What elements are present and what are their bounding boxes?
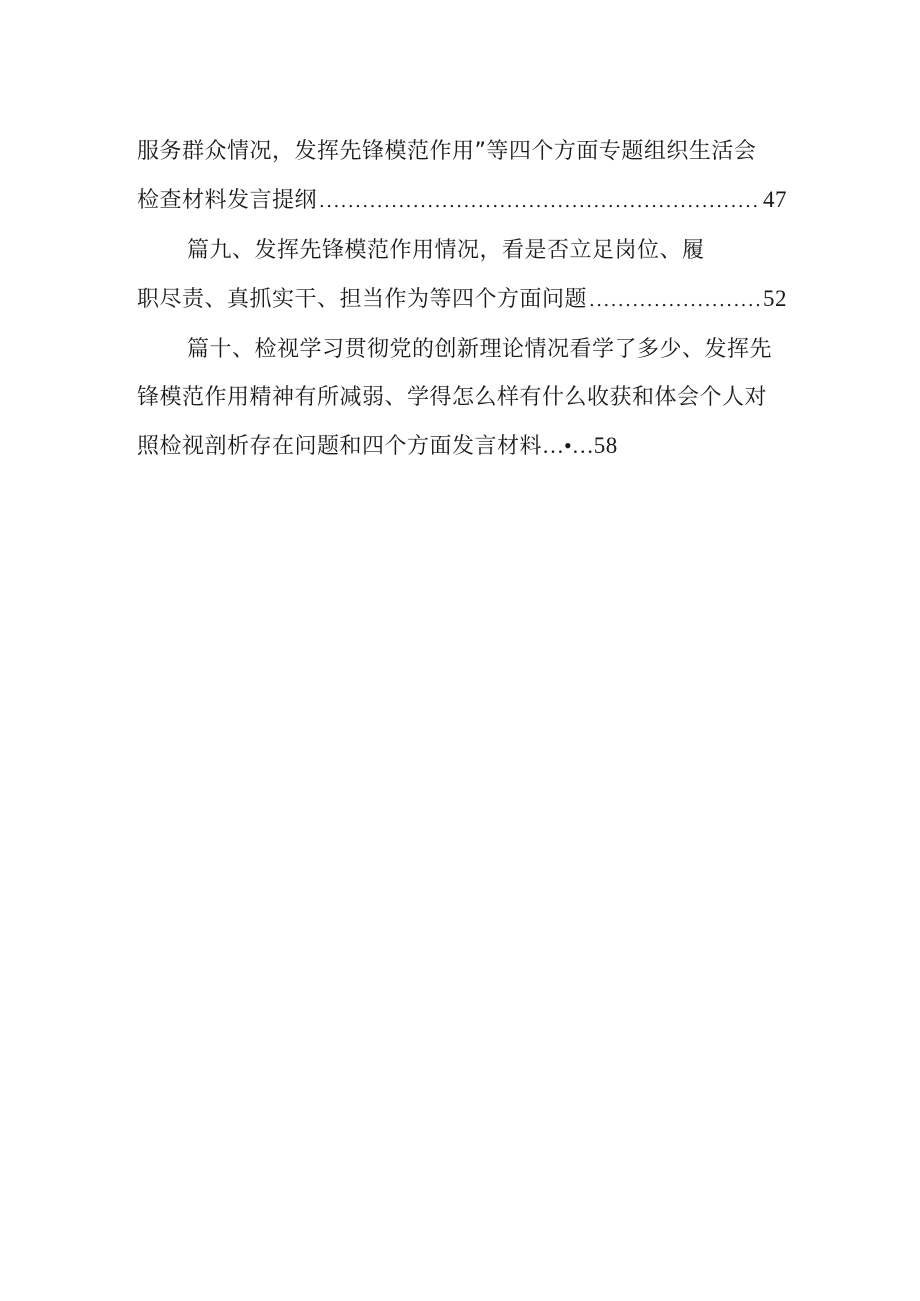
- toc-entry-8-line-1: 服务群众情况，发挥先锋模范作用”等四个方面专题组织生活会: [137, 139, 757, 164]
- toc-entry-10-page-number: 58: [593, 433, 618, 458]
- dot-leader: [319, 178, 761, 226]
- toc-entry-8-page-number: 47: [763, 187, 787, 212]
- toc-entry-9[interactable]: [137, 227, 787, 323]
- toc-entry-10-line-2: 锋模范作用精神有所减弱、学得怎么样有什么收获和体会个人对: [137, 385, 768, 410]
- toc-entry-8-line-2: [137, 176, 787, 224]
- toc-entry-9-line-2: [137, 275, 787, 323]
- toc-entry-8-line-2-text: 检查材料发言提纲: [137, 188, 318, 213]
- toc-entry-10-leader-suffix: …•…: [542, 433, 594, 458]
- toc-entry-10[interactable]: [137, 326, 787, 470]
- toc-entry-9-line-1: 篇九、发挥先锋模范作用情况，看是否立足岗位、履: [187, 238, 705, 263]
- dot-leader: [589, 277, 761, 325]
- toc-entry-10-line-1: 篇十、检视学习贯彻党的创新理论情况看学了多少、发挥先: [187, 337, 773, 362]
- toc-entry-9-page-number: 52: [763, 286, 787, 311]
- table-of-contents: [137, 128, 787, 470]
- toc-entry-8[interactable]: [137, 128, 787, 224]
- toc-entry-10-line-3: [137, 422, 787, 470]
- toc-entry-10-line-3-text: 照检视剖析存在问题和四个方面发言材料: [137, 434, 543, 459]
- toc-entry-9-line-2-text: 职尽责、真抓实干、担当作为等四个方面问题: [137, 287, 588, 312]
